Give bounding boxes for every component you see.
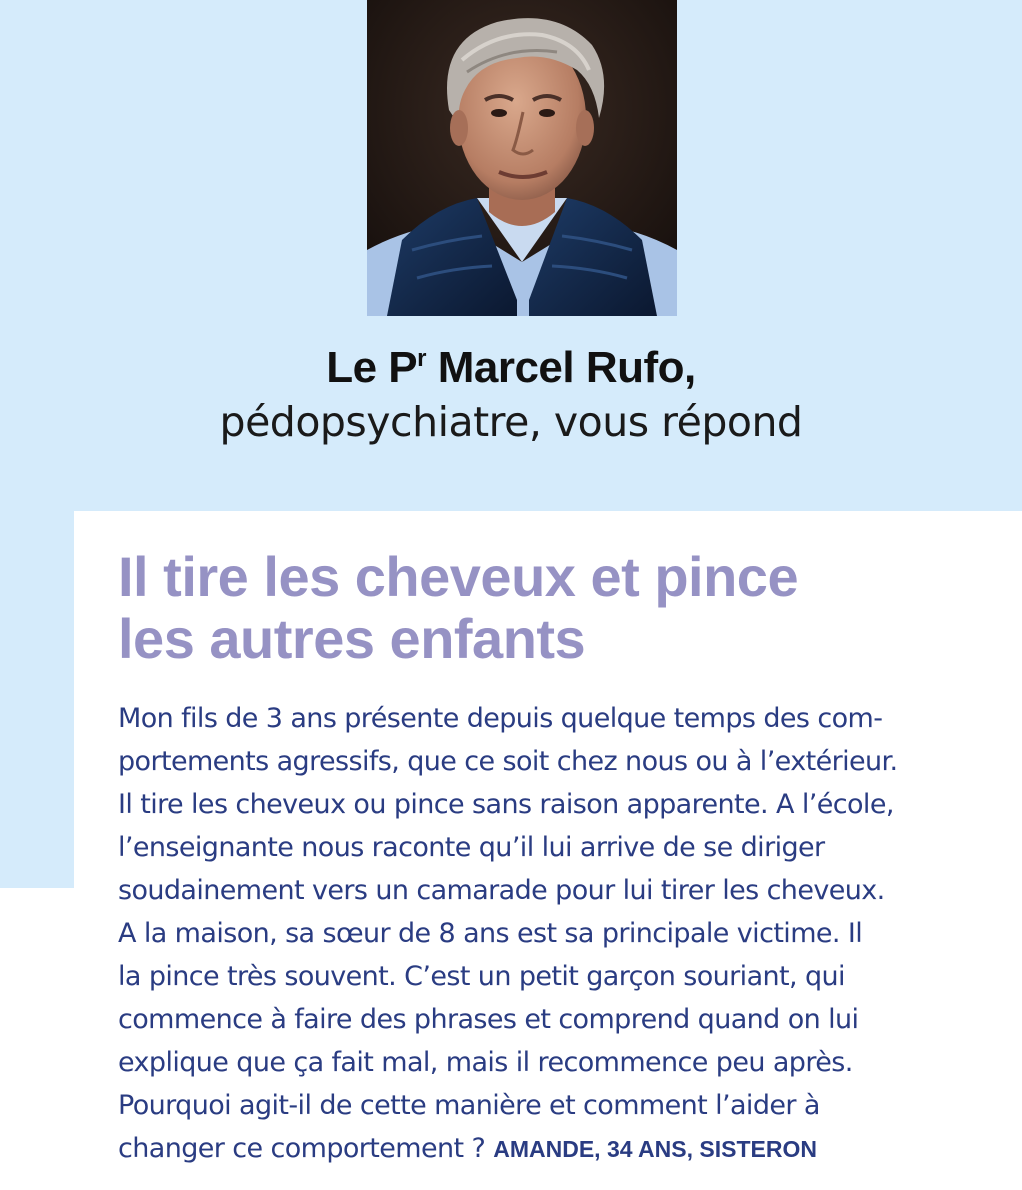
reader-signature: AMANDE, 34 ANS, SISTERON	[493, 1136, 817, 1162]
question-line: commence à faire des phrases et comprend quand on lui	[118, 1004, 859, 1035]
question-line: explique que ça fait mal, mais il recommence peu après.	[118, 1047, 853, 1078]
question-line: A la maison, sa sœur de 8 ans est sa principale victime. Il	[118, 918, 863, 949]
author-header	[0, 340, 1022, 448]
question-line: Il tire les cheveux ou pince sans raison apparente. A l’école,	[118, 789, 894, 820]
question-line: soudainement vers un camarade pour lui tirer les cheveux.	[118, 875, 885, 906]
article-title-line: les autres enfants	[118, 607, 586, 670]
article-title-line: Il tire les cheveux et pince	[118, 545, 799, 608]
author-portrait	[367, 0, 677, 316]
author-name-prefix: Le P	[326, 343, 418, 392]
author-name	[0, 340, 1022, 396]
author-role: pédopsychiatre, vous répond	[219, 398, 803, 446]
article-title	[118, 546, 998, 670]
question-line-text: changer ce comportement ?	[118, 1133, 494, 1164]
question-line: l’enseignante nous raconte qu’il lui arrive de se diriger	[118, 832, 825, 863]
question-line: Pourquoi agit-il de cette manière et comment l’aider à	[118, 1090, 820, 1121]
question-line: la pince très souvent. C’est un petit garçon souriant, qui	[118, 961, 845, 992]
reader-question	[118, 697, 1018, 1171]
question-line: Mon fils de 3 ans présente depuis quelque temps des com-	[118, 703, 883, 734]
author-title-superscript: r	[417, 345, 426, 372]
question-line: portements agressifs, que ce soit chez nous ou à l’extérieur.	[118, 746, 898, 777]
question-last-line	[118, 1127, 1018, 1171]
author-name-rest: Marcel Rufo,	[425, 343, 696, 392]
